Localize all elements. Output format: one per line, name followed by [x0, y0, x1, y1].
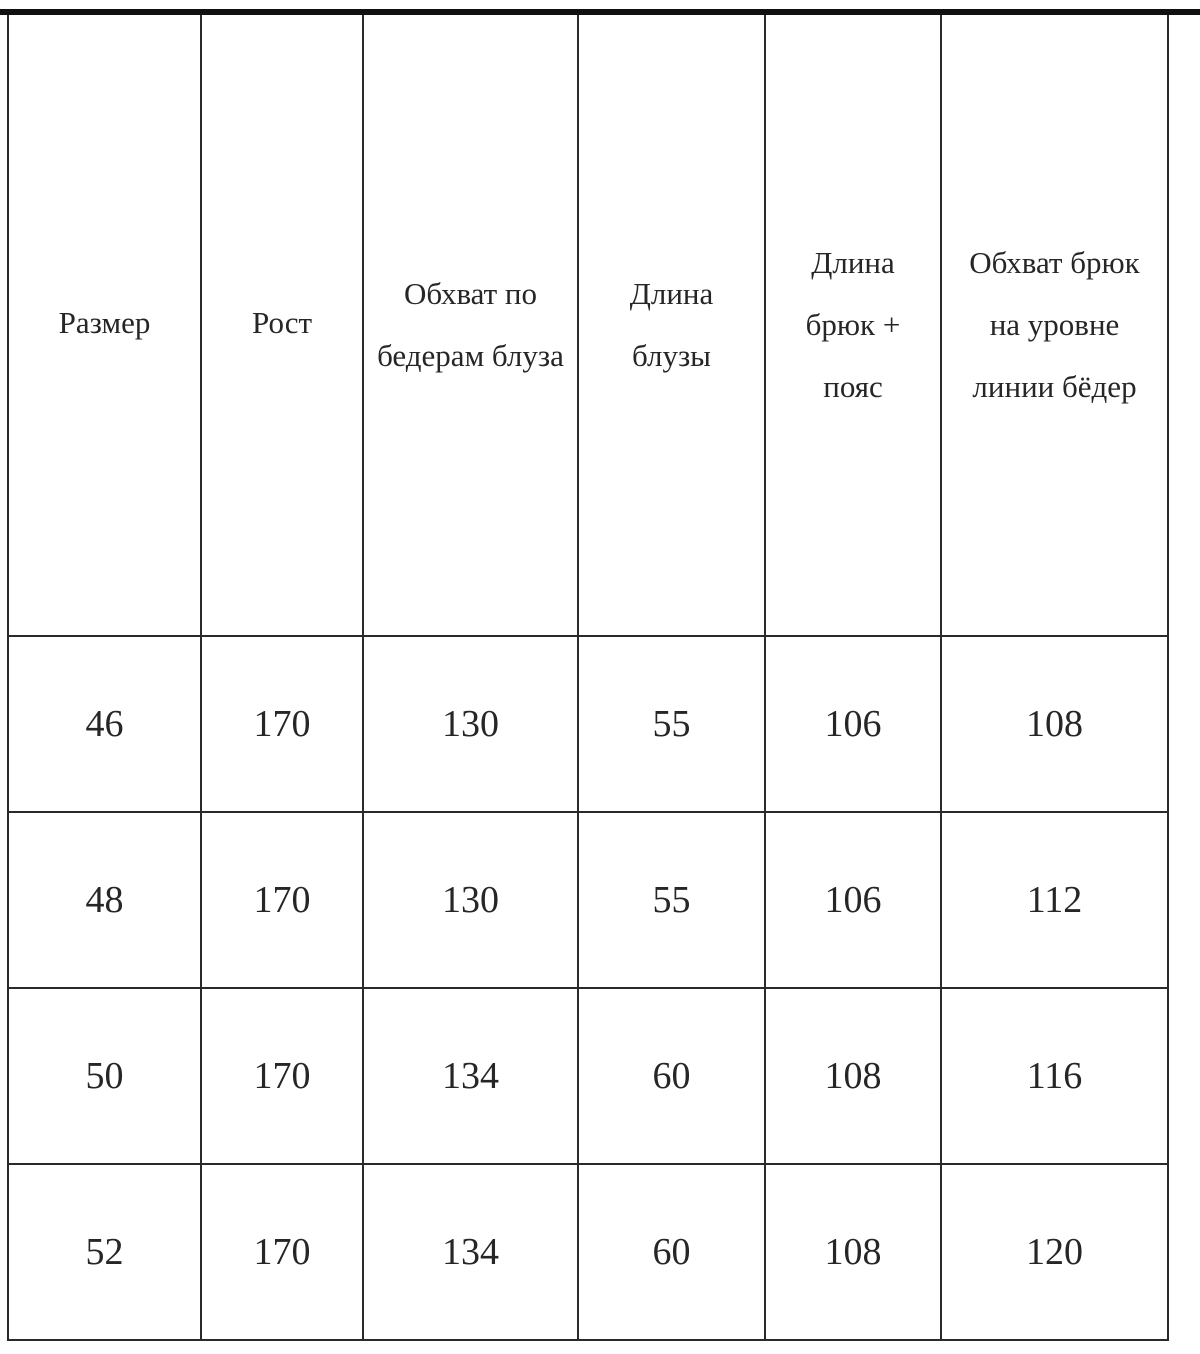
- header-trousers-hip-girth: Обхват брюк на уровне линии бёдер: [941, 15, 1168, 636]
- cell-blouse-length: 60: [578, 1164, 765, 1340]
- table-row: [8, 1164, 1168, 1340]
- cell-trousers-hip-girth: 120: [941, 1164, 1168, 1340]
- cell-height: 170: [201, 988, 363, 1164]
- table-row: [8, 636, 1168, 812]
- table-row: [8, 812, 1168, 988]
- table-row: [8, 988, 1168, 1164]
- header-blouse-hip-girth: Обхват по бедерам блуза: [363, 15, 578, 636]
- cell-trousers-hip-girth: 108: [941, 636, 1168, 812]
- cell-size: 52: [8, 1164, 201, 1340]
- cell-trousers-length: 106: [765, 636, 941, 812]
- cell-trousers-hip-girth: 112: [941, 812, 1168, 988]
- header-height: Рост: [201, 15, 363, 636]
- cell-size: 46: [8, 636, 201, 812]
- cell-trousers-length: 108: [765, 988, 941, 1164]
- cell-trousers-hip-girth: 116: [941, 988, 1168, 1164]
- cell-blouse-length: 60: [578, 988, 765, 1164]
- cell-blouse-hip-girth: 130: [363, 812, 578, 988]
- cell-height: 170: [201, 1164, 363, 1340]
- cell-blouse-length: 55: [578, 636, 765, 812]
- header-trousers-length: Длина брюк + пояс: [765, 15, 941, 636]
- cell-size: 50: [8, 988, 201, 1164]
- cell-height: 170: [201, 636, 363, 812]
- cell-trousers-length: 108: [765, 1164, 941, 1340]
- cell-height: 170: [201, 812, 363, 988]
- header-size: Размер: [8, 15, 201, 636]
- cell-size: 48: [8, 812, 201, 988]
- cell-trousers-length: 106: [765, 812, 941, 988]
- cell-blouse-hip-girth: 130: [363, 636, 578, 812]
- cell-blouse-length: 55: [578, 812, 765, 988]
- cell-blouse-hip-girth: 134: [363, 1164, 578, 1340]
- table-header-row: [8, 15, 1168, 636]
- cell-blouse-hip-girth: 134: [363, 988, 578, 1164]
- header-blouse-length: Длина блузы: [578, 15, 765, 636]
- size-chart-table: [7, 15, 1169, 1341]
